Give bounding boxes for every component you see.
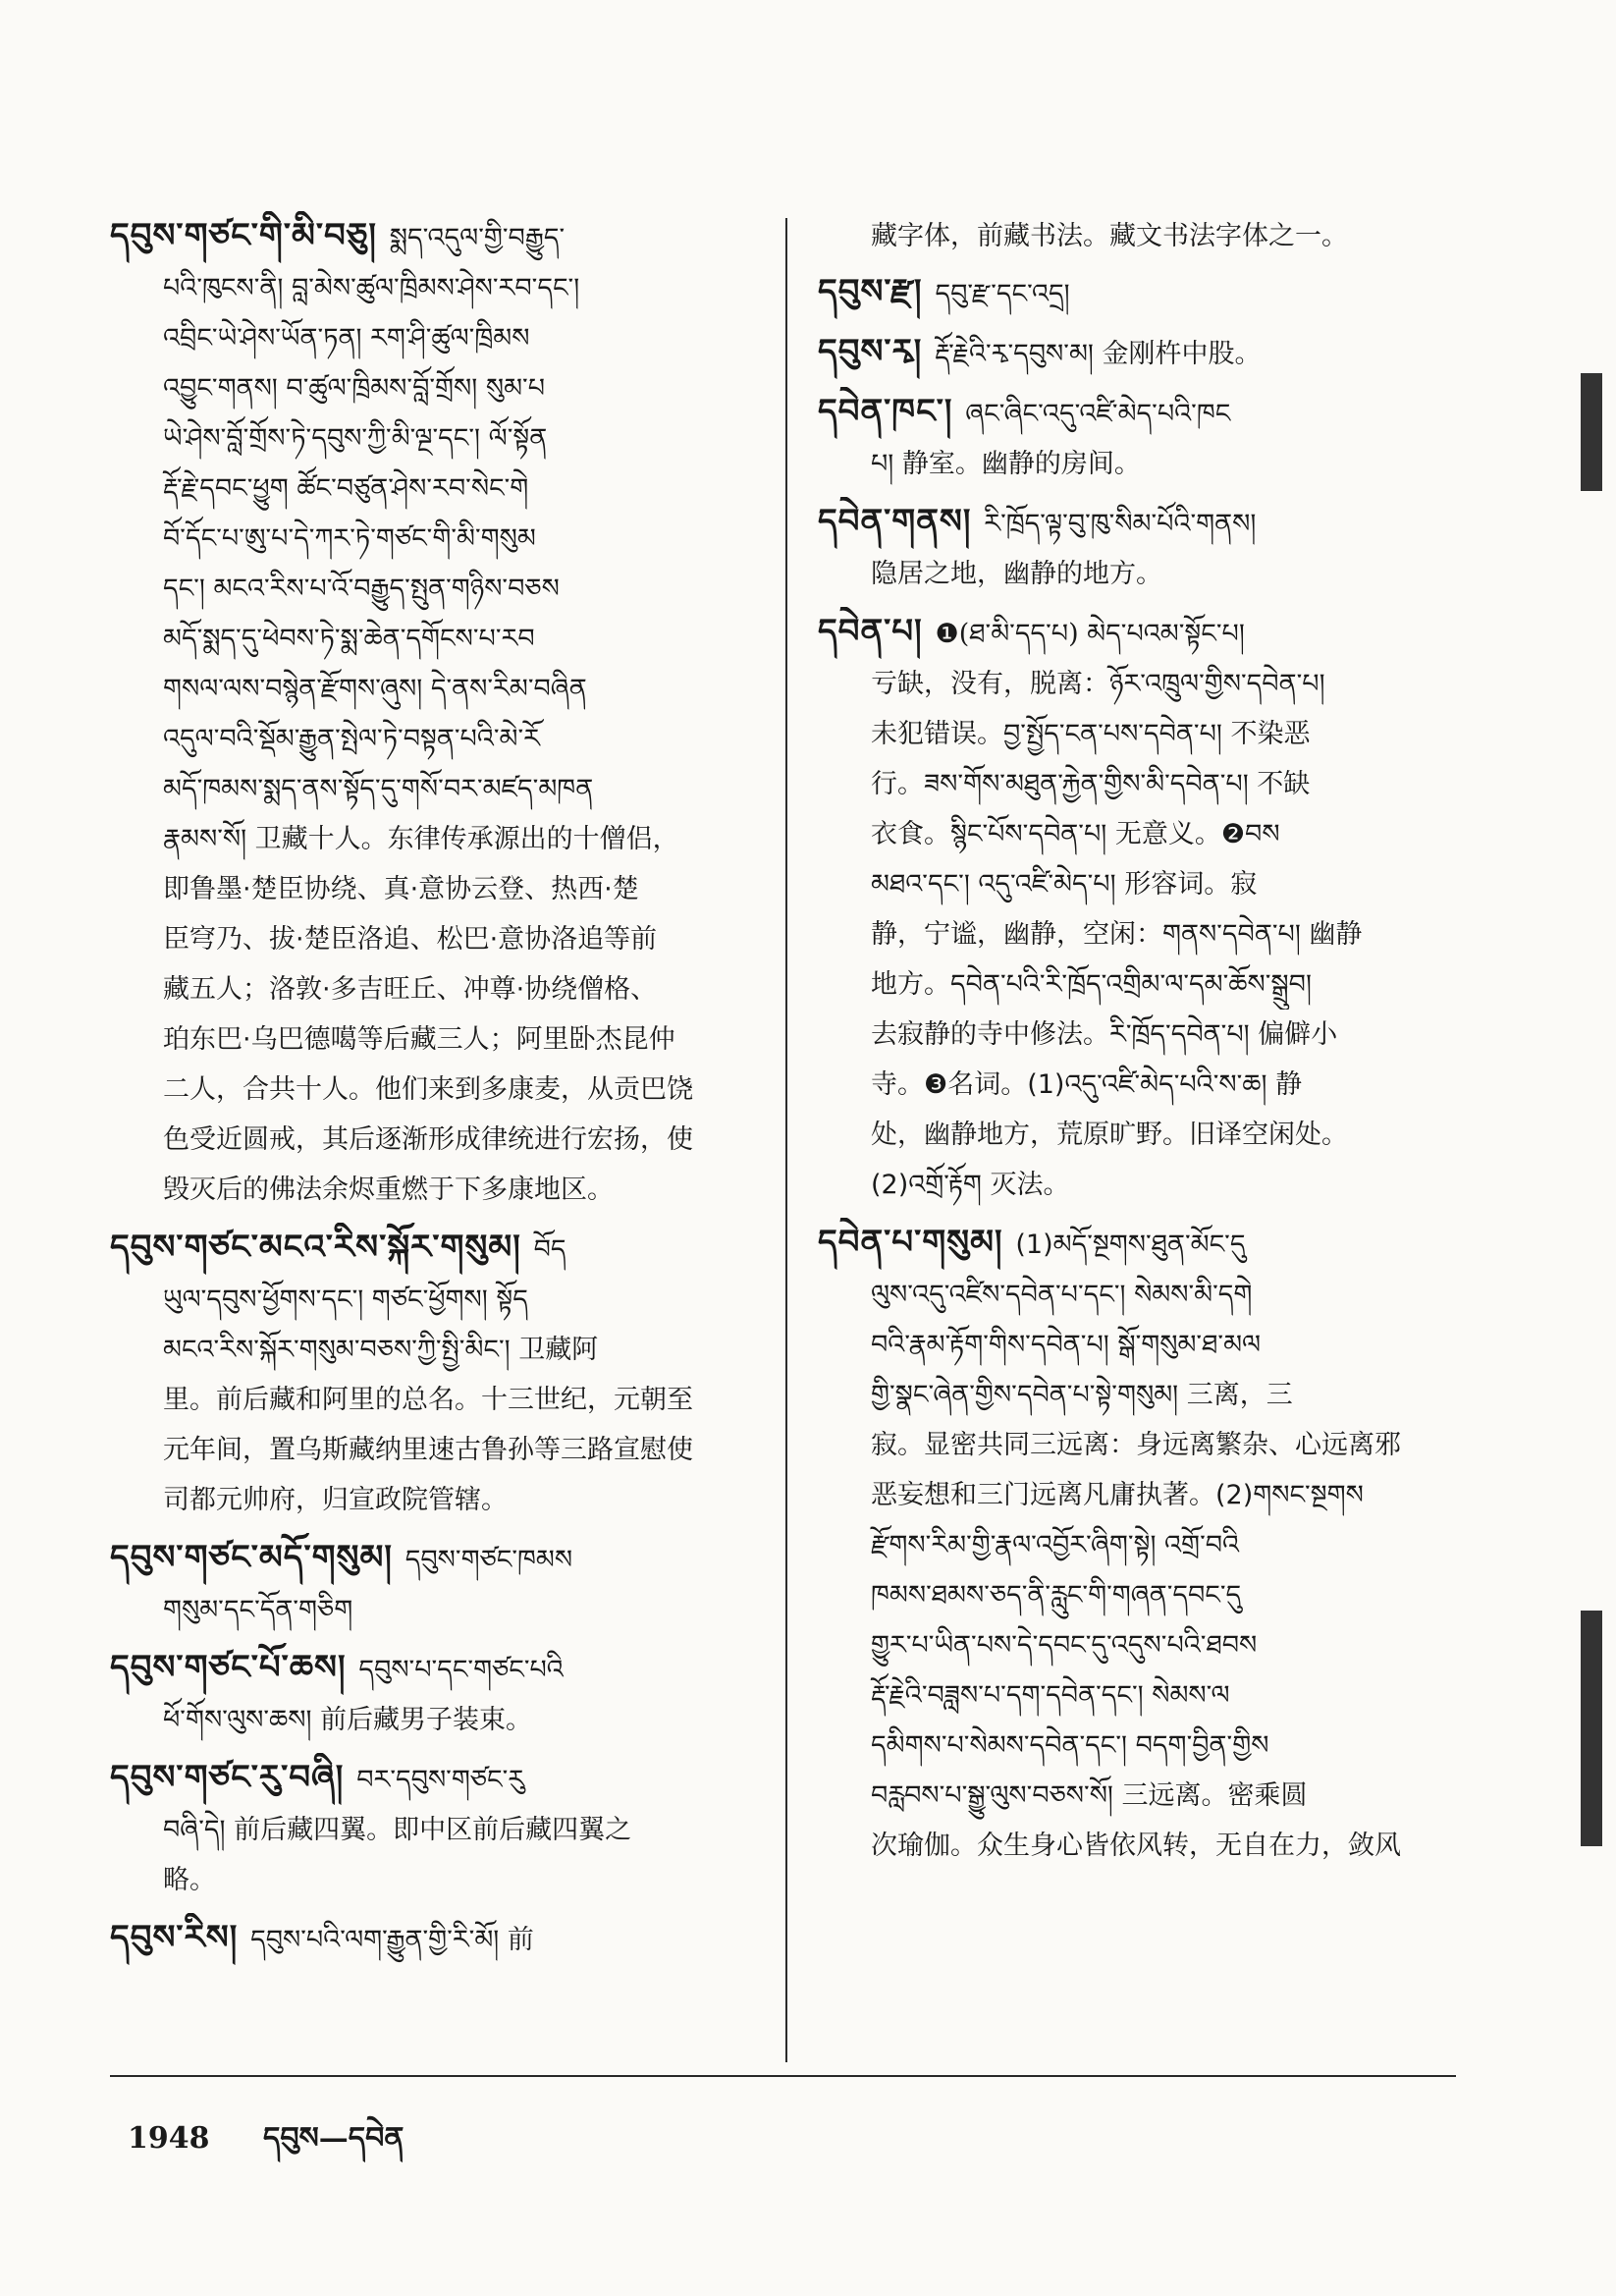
dictionary-entry (818, 607, 1456, 1210)
entry-line: འདུལ་བའི་སྡོམ་རྒྱུན་སྤེལ་ཏེ་བསྟན་པའི་མེ་རོ (163, 724, 540, 754)
continuation-text: 藏字体，前藏书法。藏文书法字体之一。 (871, 221, 1348, 251)
entry-headword: དབུས་གཙང་མངའ་རིས་སྐོར་གསུམ། (110, 1228, 534, 1267)
entry-first-line: དབུས་རིས། དབུས་པའི་ལག་རྒྱུན་གྱི་རི་མོ། 前 (110, 1918, 534, 1957)
entry-line: རྫོགས་རིམ་གྱི་རྣལ་འབྱོར་ཞིག་སྟེ། འགྲོ་བའི (871, 1530, 1240, 1560)
entry-line: གྱུར་པ་ཡིན་པས་དེ་དབང་དུ་འདུས་པའི་ཐབས (871, 1630, 1258, 1661)
entry-line: 亏缺，没有，脱离：ཉོར་འཁྲུལ་གྱིས་དབེན་པ། (871, 669, 1325, 699)
entry-line: 元年间，置乌斯藏纳里速古鲁孙等三路宣慰使 (163, 1435, 693, 1465)
entry-line: རྣམས་སོ། 卫藏十人。东律传承源出的十僧侣， (163, 824, 679, 854)
entry-first-line: དབེན་པ། ❶(ཐ་མི་དད་པ) མེད་པའམ་སྟོང་པ། (818, 612, 1245, 651)
entry-line: 行。ཟས་གོས་མཐུན་རྐྱེན་གྱིས་མི་དབེན་པ། 不缺 (871, 769, 1311, 799)
entry-headword: དབུས་གཙང་རུ་བཞི། (110, 1758, 357, 1797)
entry-line: 里。前后藏和阿里的总名。十三世纪，元朝至 (163, 1385, 693, 1415)
entry-line: 珀东巴·乌巴德噶等后藏三人；阿里卧杰昆仲 (163, 1024, 675, 1055)
entry-line: བརླབས་པ་སྒྱུ་ལུས་བཅས་སོ། 三远离。密乘圆 (871, 1780, 1308, 1811)
entry-line: མདོ་སྨད་དུ་ཕེབས་ཏེ་སྨ་ཆེན་དགོངས་པ་རབ (163, 624, 535, 654)
page-footer (128, 2105, 447, 2188)
dictionary-entry (110, 1533, 746, 1635)
entry-line: གསལ་ལས་བསྙེན་རྫོགས་ཞུས། དེ་ནས་རིམ་བཞིན (163, 674, 587, 704)
entry-first-line: དབུས་གཙང་རུ་བཞི། བར་དབུས་གཙང་རུ (110, 1758, 525, 1797)
entry-first-line: དབུས་གཙང་གི་མི་བཅུ། སྨད་འདུལ་གྱི་བརྒྱུད་ (110, 216, 566, 255)
edge-tab-mark (1581, 1611, 1602, 1846)
page-range: དབུས—དབེན (262, 2121, 404, 2156)
entry-line: 略。 (163, 1865, 216, 1895)
entry-line: 毁灭后的佛法余烬重燃于下多康地区。 (163, 1175, 614, 1205)
entry-line: 处，幽静地方，荒原旷野。旧译空闲处。 (871, 1120, 1348, 1150)
entry-line: གྱི་སྣང་ཞེན་གྱིས་དབེན་པ་སྟེ་གསུམ། 三离，三 (871, 1380, 1293, 1410)
entry-line: འབྲིང་ཡེ་ཤེས་ཡོན་ཏན། རག་ཤི་ཚུལ་ཁྲིམས (163, 323, 530, 354)
entry-first-line: དབུས་རྫ། དབུ་རྫ་དང་འདྲ། (818, 272, 1070, 311)
entry-headword: དབེན་པ། (818, 612, 936, 651)
entry-first-line: དབུས་རྭ། རྡོ་རྗེའི་རྭ་དབུས་མ། 金刚杵中股。 (818, 332, 1262, 371)
entry-headword: དབུས་གཙང་གི་མི་བཅུ། (110, 216, 390, 255)
dictionary-entry (110, 1643, 746, 1745)
dictionary-entry (110, 1753, 746, 1905)
column-divider (785, 218, 787, 2062)
entry-line: 即鲁墨·楚臣协绕、真·意协云登、热西·楚 (163, 874, 639, 904)
entry-line: 静，宁谧，幽静，空闲：གནས་དབེན་པ། 幽静 (871, 919, 1363, 950)
entry-line: པའི་ཁུངས་ནི། བླ་མེས་ཚུལ་ཁྲིམས་ཤེས་རབ་དང་། (163, 273, 580, 303)
entry-line: དང་། མངའ་རིས་པ་འོ་བརྒྱུད་སྤུན་གཉིས་བཅས (163, 574, 560, 604)
entry-line: 去寂静的寺中修法。རི་ཁྲོད་དབེན་པ། 偏僻小 (871, 1019, 1338, 1050)
dictionary-entry (110, 1913, 746, 1965)
entry-first-line: དབེན་ཁང་། ཞང་ཞིང་འདུ་འཛི་མེད་པའི་ཁང (818, 392, 1231, 431)
entry-headword: དབུས་རིས། (110, 1918, 251, 1957)
entry-line: གསུམ་དང་དོན་གཅིག (163, 1595, 353, 1625)
entry-line: ཡེ་ཤེས་བློ་གྲོས་ཏེ་དབུས་ཀྱི་མི་ལྔ་དང་། ལོ་སྟོན (163, 423, 548, 454)
entry-line: ཡུལ་དབུས་ཕྱོགས་དང་། གཙང་ཕྱོགས། སྟོད (163, 1285, 528, 1315)
entry-first-line: དབེན་པ་གསུམ། (1)མདོ་སྔགས་ཐུན་མོང་དུ (818, 1223, 1246, 1262)
dictionary-entry (818, 1218, 1456, 1871)
entry-line: རྡོ་རྗེའི་བཟླས་པ་དག་དབེན་དང་། སེམས་ལ (871, 1680, 1230, 1711)
entry-line: དམིགས་པ་སེམས་དབེན་དང་། བདག་བྱིན་གྱིས (871, 1730, 1269, 1761)
entry-line: 恶妄想和三门远离凡庸执著。(2)གསང་སྔགས (871, 1480, 1364, 1510)
entry-first-line: དབུས་གཙང་པོ་ཆས། དབུས་པ་དང་གཙང་པའི (110, 1648, 564, 1687)
entry-line: མངའ་རིས་སྐོར་གསུམ་བཅས་ཀྱི་སྤྱི་མིང་། 卫藏阿 (163, 1335, 599, 1365)
entry-first-line: དབེན་གནས། རི་ཁྲོད་ལྟ་བུ་ཁུ་སིམ་པོའི་གནས། (818, 502, 1257, 541)
entry-line: ཁམས་ཐམས་ཅད་ནི་རླུང་གི་གཞན་དབང་དུ (871, 1580, 1242, 1611)
entry-line: 色受近圆戒，其后逐渐形成律统进行宏扬，使 (163, 1124, 693, 1155)
entry-line: བའི་རྣམ་རྟོག་གིས་དབེན་པ། སྒོ་གསུམ་ཐ་མལ (871, 1330, 1262, 1360)
entry-line: 寺。❸名词。(1)འདུ་འཛི་མེད་པའི་ས་ཆ། 静 (871, 1069, 1303, 1100)
entry-line: འབྱུང་གནས། བ་ཚུལ་ཁྲིམས་བློ་གྲོས། སུམ་པ (163, 373, 546, 404)
entry-line: བོ་དོང་པ་ཨུ་པ་དེ་ཀར་ཏེ་གཙང་གི་མི་གསུམ (163, 523, 536, 554)
entry-line: རྡོ་རྗེ་དབང་ཕྱུག ཚོང་བཙུན་ཤེས་རབ་སེང་གེ (163, 473, 529, 504)
entry-line: ཕོ་གོས་ལུས་ཆས། 前后藏男子装束。 (163, 1705, 533, 1735)
entry-line: 未犯错误。བྱ་སྤྱོད་ངན་པས་དབེན་པ། 不染恶 (871, 719, 1311, 749)
entry-line: 司都元帅府，归宣政院管辖。 (163, 1485, 508, 1515)
entry-line: 寂。显密共同三远离：身远离繁杂、心远离邪 (871, 1430, 1401, 1460)
dictionary-entry (818, 387, 1456, 489)
entry-line: (2)འགྲོ་རྟོག 灭法。 (871, 1170, 1070, 1200)
entry-headword: དབེན་གནས། (818, 502, 985, 541)
entry-first-line: དབུས་གཙང་མདོ་གསུམ། དབུས་གཙང་ཁམས (110, 1538, 573, 1577)
page-number: 1948 (128, 2121, 210, 2156)
entry-headword: དབུས་རྭ། (818, 332, 936, 371)
edge-tab-mark (1581, 373, 1602, 491)
entry-line: 藏五人；洛敦·多吉旺丘、冲尊·协绕僧格、 (163, 974, 658, 1005)
entry-headword: དབེན་ཁང་། (818, 392, 966, 431)
entry-line: 二人，合共十人。他们来到多康麦，从贡巴饶 (163, 1074, 693, 1105)
dictionary-entry (110, 211, 746, 1215)
entry-line: བཞི་དེ། 前后藏四翼。即中区前后藏四翼之 (163, 1815, 632, 1845)
entry-headword: དབུས་གཙང་མདོ་གསུམ། (110, 1538, 405, 1577)
dictionary-entry (110, 1223, 746, 1525)
entry-headword: དབུས་གཙང་པོ་ཆས། (110, 1648, 359, 1687)
entry-line: 衣食。སྙིང་པོས་དབེན་པ། 无意义。❷བས (871, 819, 1280, 849)
entry-line: 臣穹乃、拔·楚臣洛追、松巴·意协洛追等前 (163, 924, 658, 955)
entry-line: 地方。དབེན་པའི་རི་ཁྲོད་འགྲིམ་ལ་དམ་ཆོས་སྒྲུབ། (871, 969, 1312, 1000)
entry-line: པ། 静室。幽静的房间。 (871, 449, 1141, 479)
entry-line: ལུས་འདུ་འཛིས་དབེན་པ་དང་། སེམས་མི་དགེ (871, 1280, 1253, 1310)
entry-headword: དབེན་པ་གསུམ། (818, 1223, 1016, 1262)
footer-rule (110, 2075, 1456, 2077)
dictionary-entry (818, 327, 1456, 379)
entry-line: མདོ་ཁམས་སྨད་ནས་སྟོད་དུ་གསོ་བར་མཛད་མཁན (163, 774, 594, 804)
right-column (818, 211, 1456, 1879)
entry-headword: དབུས་རྫ། (818, 272, 936, 311)
dictionary-entry (818, 267, 1456, 319)
entry-line: མཐའ་དང་། འདུ་འཛི་མེད་པ། 形容词。寂 (871, 869, 1258, 900)
dictionary-entry (818, 497, 1456, 599)
entry-line: 次瑜伽。众生身心皆依风转，无自在力，敛风 (871, 1831, 1401, 1861)
left-column (110, 211, 746, 1973)
entry-first-line: དབུས་གཙང་མངའ་རིས་སྐོར་གསུམ། བོད (110, 1228, 566, 1267)
entry-line: 隐居之地，幽静的地方。 (871, 559, 1162, 589)
